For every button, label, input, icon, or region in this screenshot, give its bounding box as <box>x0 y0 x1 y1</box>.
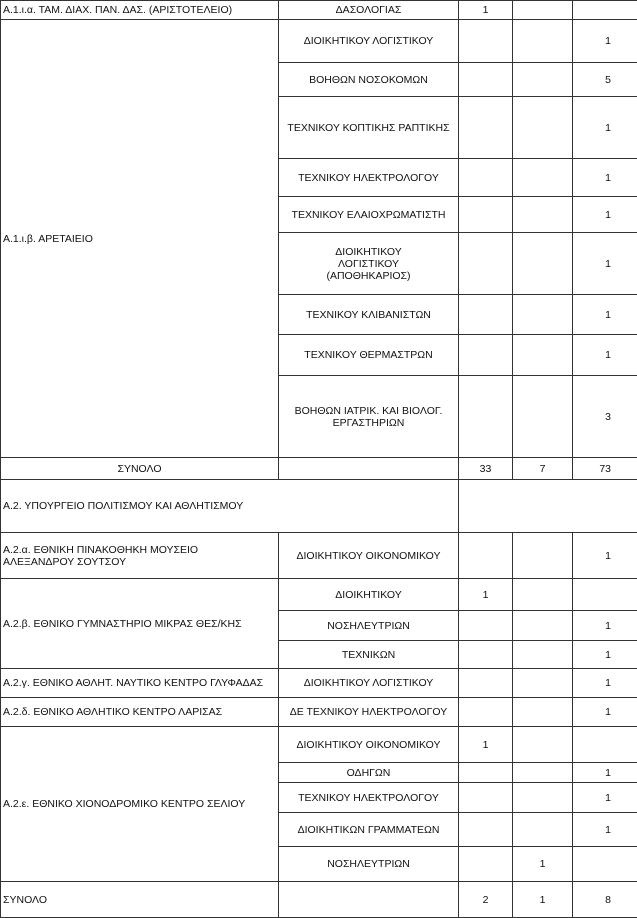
section-heading: Α.2. ΥΠΟΥΡΓΕΙΟ ΠΟΛΙΤΙΣΜΟΥ ΚΑΙ ΑΘΛΗΤΙΣΜΟΥ <box>1 480 459 533</box>
specialty-cell: ΤΕΧΝΙΚΟΥ ΚΟΠΤΙΚΗΣ ΡΑΠΤΙΚΗΣ <box>279 97 459 159</box>
count-cell-1 <box>459 847 513 882</box>
count-cell-1 <box>459 813 513 847</box>
org-line: Α.2.α. ΕΘΝΙΚΗ ΠΙΝΑΚΟΘΗΚΗ ΜΟΥΣΕΙΟ <box>3 544 275 556</box>
table-row <box>1 698 637 727</box>
specialty-cell: ΤΕΧΝΙΚΟΥ ΗΛΕΚΤΡΟΛΟΓΟΥ <box>279 783 459 813</box>
total-count-1: 33 <box>459 458 513 480</box>
specialty-cell <box>279 233 459 295</box>
count-cell-2 <box>513 579 573 611</box>
specialty-cell: ΔΙΟΙΚΗΤΙΚΟΥ ΟΙΚΟΝΟΜΙΚΟΥ <box>279 533 459 579</box>
count-cell-1 <box>459 63 513 97</box>
count-cell-3: 1 <box>573 159 637 197</box>
count-cell-1 <box>459 783 513 813</box>
count-cell-1 <box>459 641 513 669</box>
count-cell-2 <box>513 611 573 641</box>
total-count-3: 73 <box>573 458 637 480</box>
specialty-cell: ΔΙΟΙΚΗΤΙΚΟΥ ΛΟΓΙΣΤΙΚΟΥ <box>279 669 459 698</box>
specialty-cell <box>279 458 459 480</box>
count-cell-2 <box>513 233 573 295</box>
specialty-cell: ΔΙΟΙΚΗΤΙΚΟΥ ΛΟΓΙΣΤΙΚΟΥ <box>279 20 459 63</box>
count-cell-1: 1 <box>459 579 513 611</box>
total-count-3: 8 <box>573 882 637 918</box>
specialty-cell: ΟΔΗΓΩΝ <box>279 763 459 783</box>
count-cell-1 <box>459 376 513 458</box>
total-label: ΣΥΝΟΛΟ <box>1 882 279 918</box>
count-cell-3: 1 <box>573 669 637 698</box>
specialty-cell: ΝΟΣΗΛΕΥΤΡΙΩΝ <box>279 847 459 882</box>
count-cell-3: 1 <box>573 233 637 295</box>
specialty-cell: ΔΕ ΤΕΧΝΙΚΟΥ ΗΛΕΚΤΡΟΛΟΓΟΥ <box>279 698 459 727</box>
total-row <box>1 458 637 480</box>
count-cell-3: 1 <box>573 97 637 159</box>
count-cell-3 <box>573 727 637 763</box>
count-cell-3 <box>573 579 637 611</box>
count-cell-1 <box>459 295 513 335</box>
table-row <box>1 1 637 20</box>
org-line: ΑΛΕΞΑΝΔΡΟΥ ΣΟΥΤΣΟΥ <box>3 556 275 568</box>
specialty-line: ΒΟΗΘΩΝ ΙΑΤΡΙΚ. ΚΑΙ ΒΙΟΛΟΓ. <box>282 405 455 417</box>
count-cell-2 <box>513 335 573 376</box>
total-count-1: 2 <box>459 882 513 918</box>
count-cell-3: 1 <box>573 197 637 233</box>
count-cell-1 <box>459 698 513 727</box>
count-cell-2 <box>513 1 573 20</box>
count-cell-2 <box>513 159 573 197</box>
count-cell-2 <box>513 376 573 458</box>
count-cell-2 <box>513 295 573 335</box>
count-cell-2 <box>513 669 573 698</box>
specialty-cell <box>279 882 459 918</box>
count-cell-1 <box>459 335 513 376</box>
count-cell-3: 1 <box>573 813 637 847</box>
count-cell-1 <box>459 533 513 579</box>
section-row <box>1 480 637 533</box>
count-cell-2 <box>513 698 573 727</box>
specialty-cell: ΔΙΟΙΚΗΤΙΚΟΥ <box>279 579 459 611</box>
count-cell-2 <box>513 97 573 159</box>
total-row <box>1 882 637 918</box>
count-cell-1 <box>459 233 513 295</box>
specialty-cell: ΔΙΟΙΚΗΤΙΚΟΥ ΟΙΚΟΝΟΜΙΚΟΥ <box>279 727 459 763</box>
count-cell-3: 3 <box>573 376 637 458</box>
count-cell-3: 1 <box>573 641 637 669</box>
table-row <box>1 533 637 579</box>
count-cell-2 <box>513 533 573 579</box>
org-cell: Α.2.γ. ΕΘΝΙΚΟ ΑΘΛΗΤ. ΝΑΥΤΙΚΟ ΚΕΝΤΡΟ ΓΛΥΦΑΔΑΣ <box>1 669 279 698</box>
count-cell-3: 1 <box>573 533 637 579</box>
count-cell-3: 1 <box>573 698 637 727</box>
table-row <box>1 727 637 763</box>
specialty-cell: ΤΕΧΝΙΚΩΝ <box>279 641 459 669</box>
specialty-cell: ΤΕΧΝΙΚΟΥ ΘΕΡΜΑΣΤΡΩΝ <box>279 335 459 376</box>
org-cell <box>1 533 279 579</box>
count-cell-2 <box>513 641 573 669</box>
org-cell: Α.2.β. ΕΘΝΙΚΟ ΓΥΜΝΑΣΤΗΡΙΟ ΜΙΚΡΑΣ ΘΕΣ/ΚΗΣ <box>1 579 279 669</box>
total-label: ΣΥΝΟΛΟ <box>1 458 279 480</box>
table-row <box>1 669 637 698</box>
count-cell-3 <box>573 847 637 882</box>
count-cell-1 <box>459 159 513 197</box>
org-cell: Α.1.ι.β. ΑΡΕΤΑΙΕΙΟ <box>1 20 279 458</box>
count-cell-3: 1 <box>573 611 637 641</box>
specialty-line: (ΑΠΟΘΗΚΑΡΙΟΣ) <box>282 270 455 282</box>
section-empty-cell <box>459 480 637 533</box>
count-cell-3: 5 <box>573 63 637 97</box>
count-cell-2 <box>513 813 573 847</box>
specialty-line: ΔΙΟΙΚΗΤΙΚΟΥ <box>282 246 455 258</box>
specialty-cell <box>279 376 459 458</box>
org-cell: Α.2.δ. ΕΘΝΙΚΟ ΑΘΛΗΤΙΚΟ ΚΕΝΤΡΟ ΛΑΡΙΣΑΣ <box>1 698 279 727</box>
count-cell-1: 1 <box>459 1 513 20</box>
count-cell-2 <box>513 783 573 813</box>
specialty-cell: ΔΑΣΟΛΟΓΙΑΣ <box>279 1 459 20</box>
count-cell-2 <box>513 63 573 97</box>
specialty-cell: ΤΕΧΝΙΚΟΥ ΕΛΑΙΟΧΡΩΜΑΤΙΣΤΗ <box>279 197 459 233</box>
specialty-cell: ΤΕΧΝΙΚΟΥ ΗΛΕΚΤΡΟΛΟΓΟΥ <box>279 159 459 197</box>
count-cell-1 <box>459 20 513 63</box>
specialty-line: ΛΟΓΙΣΤΙΚΟΥ <box>282 258 455 270</box>
count-cell-3: 1 <box>573 763 637 783</box>
total-count-2: 1 <box>513 882 573 918</box>
count-cell-2 <box>513 197 573 233</box>
specialty-cell: ΒΟΗΘΩΝ ΝΟΣΟΚΟΜΩΝ <box>279 63 459 97</box>
specialty-cell: ΔΙΟΙΚΗΤΙΚΩΝ ΓΡΑΜΜΑΤΕΩΝ <box>279 813 459 847</box>
count-cell-1 <box>459 669 513 698</box>
org-cell: Α.1.ι.α. ΤΑΜ. ΔΙΑΧ. ΠΑΝ. ΔΑΣ. (ΑΡΙΣΤΟΤΕΛΕΙΟ) <box>1 1 279 20</box>
org-cell: Α.2.ε. ΕΘΝΙΚΟ ΧΙΟΝΟΔΡΟΜΙΚΟ ΚΕΝΤΡΟ ΣΕΛΙΟΥ <box>1 727 279 882</box>
count-cell-1 <box>459 97 513 159</box>
specialty-line: ΕΡΓΑΣΤΗΡΙΩΝ <box>282 417 455 429</box>
count-cell-1: 1 <box>459 727 513 763</box>
count-cell-2 <box>513 20 573 63</box>
table-row <box>1 579 637 611</box>
count-cell-1 <box>459 763 513 783</box>
count-cell-1 <box>459 197 513 233</box>
count-cell-3: 1 <box>573 20 637 63</box>
total-count-2: 7 <box>513 458 573 480</box>
specialty-cell: ΝΟΣΗΛΕΥΤΡΙΩΝ <box>279 611 459 641</box>
count-cell-3: 1 <box>573 783 637 813</box>
table-row <box>1 20 637 63</box>
count-cell-3: 1 <box>573 335 637 376</box>
count-cell-3 <box>573 1 637 20</box>
count-cell-2 <box>513 727 573 763</box>
count-cell-1 <box>459 611 513 641</box>
count-cell-3: 1 <box>573 295 637 335</box>
specialty-cell: ΤΕΧΝΙΚΟΥ ΚΛΙΒΑΝΙΣΤΩΝ <box>279 295 459 335</box>
count-cell-2: 1 <box>513 847 573 882</box>
count-cell-2 <box>513 763 573 783</box>
